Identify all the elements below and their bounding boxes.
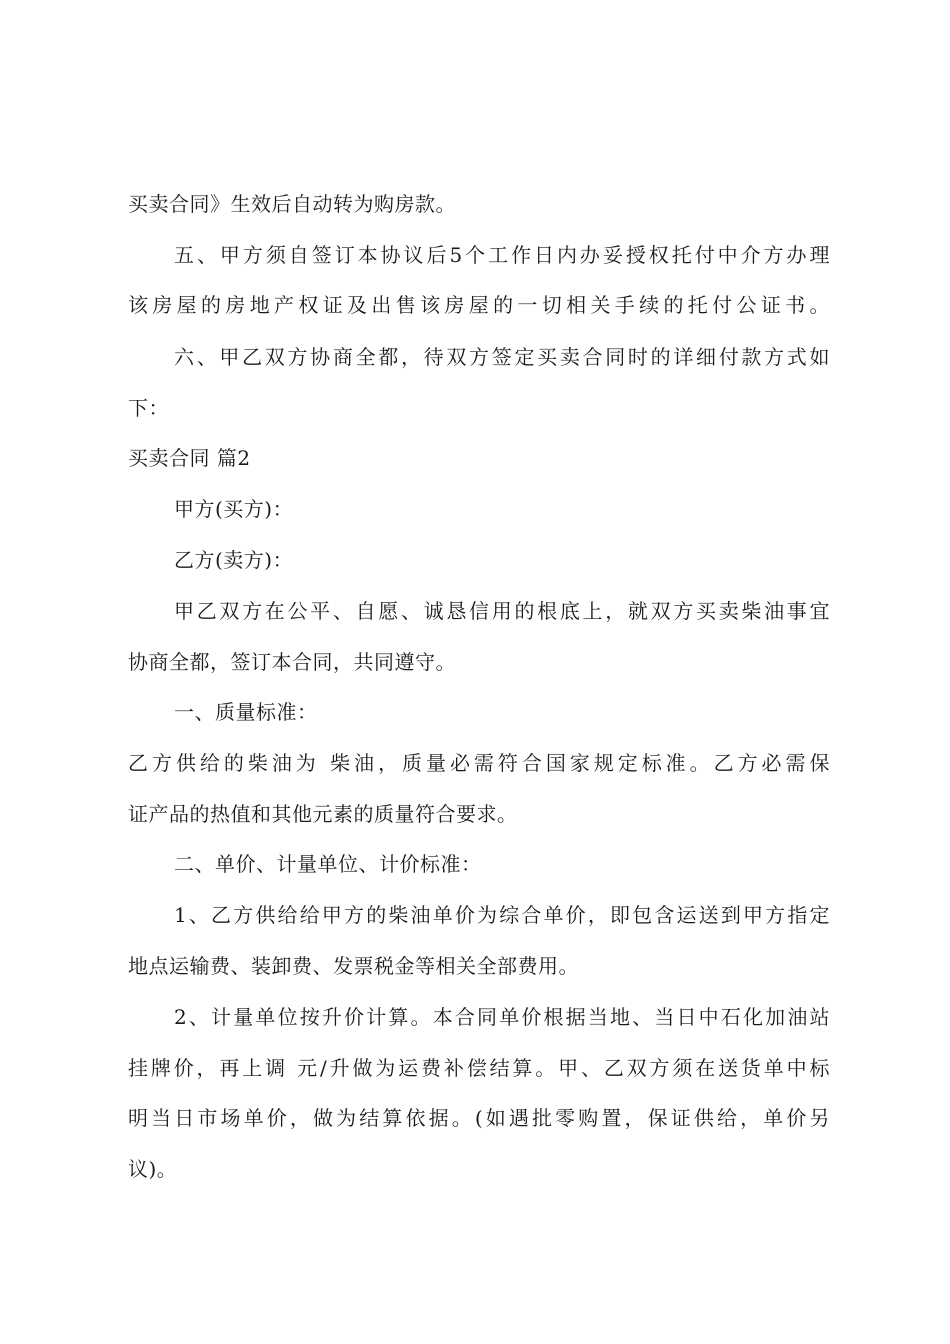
paragraph-line: 下： <box>128 396 169 420</box>
paragraph-line: 协商全都，签订本合同，共同遵守。 <box>128 650 456 674</box>
paragraph-line: 该房屋的房地产权证及出售该房屋的一切相关手续的托付公证书。 <box>128 293 830 317</box>
paragraph-line: 六、甲乙双方协商全都，待双方签定买卖合同时的详细付款方式如 <box>174 345 830 369</box>
party-a-line: 甲方(买方)： <box>174 497 294 521</box>
paragraph-line: 议)。 <box>128 1157 178 1181</box>
clause-heading: 二、单价、计量单位、计价标准： <box>174 852 482 876</box>
paragraph-line: 明当日市场单价，做为结算依据。(如遇批零购置，保证供给，单价另 <box>128 1106 830 1130</box>
paragraph-line: 2、计量单位按升价计算。本合同单价根据当地、当日中石化加油站 <box>174 1005 830 1029</box>
clause-heading: 一、质量标准： <box>174 700 318 724</box>
paragraph-line: 五、甲方须自签订本协议后5个工作日内办妥授权托付中介方办理 <box>174 243 830 267</box>
paragraph-line: 甲乙双方在公平、自愿、诚恳信用的根底上，就双方买卖柴油事宜 <box>174 599 830 623</box>
paragraph-line: 证产品的热值和其他元素的质量符合要求。 <box>128 802 518 826</box>
paragraph-line: 1、乙方供给给甲方的柴油单价为综合单价，即包含运送到甲方指定 <box>174 903 830 927</box>
paragraph-line: 地点运输费、装卸费、发票税金等相关全部费用。 <box>128 954 579 978</box>
paragraph-line: 乙方供给的柴油为 柴油，质量必需符合国家规定标准。乙方必需保 <box>128 751 830 775</box>
party-b-line: 乙方(卖方)： <box>174 548 294 572</box>
section-heading: 买卖合同 篇2 <box>128 446 251 470</box>
paragraph-line: 挂牌价，再上调 元/升做为运费补偿结算。甲、乙双方须在送货单中标 <box>128 1056 830 1080</box>
paragraph-line: 买卖合同》生效后自动转为购房款。 <box>128 192 456 216</box>
